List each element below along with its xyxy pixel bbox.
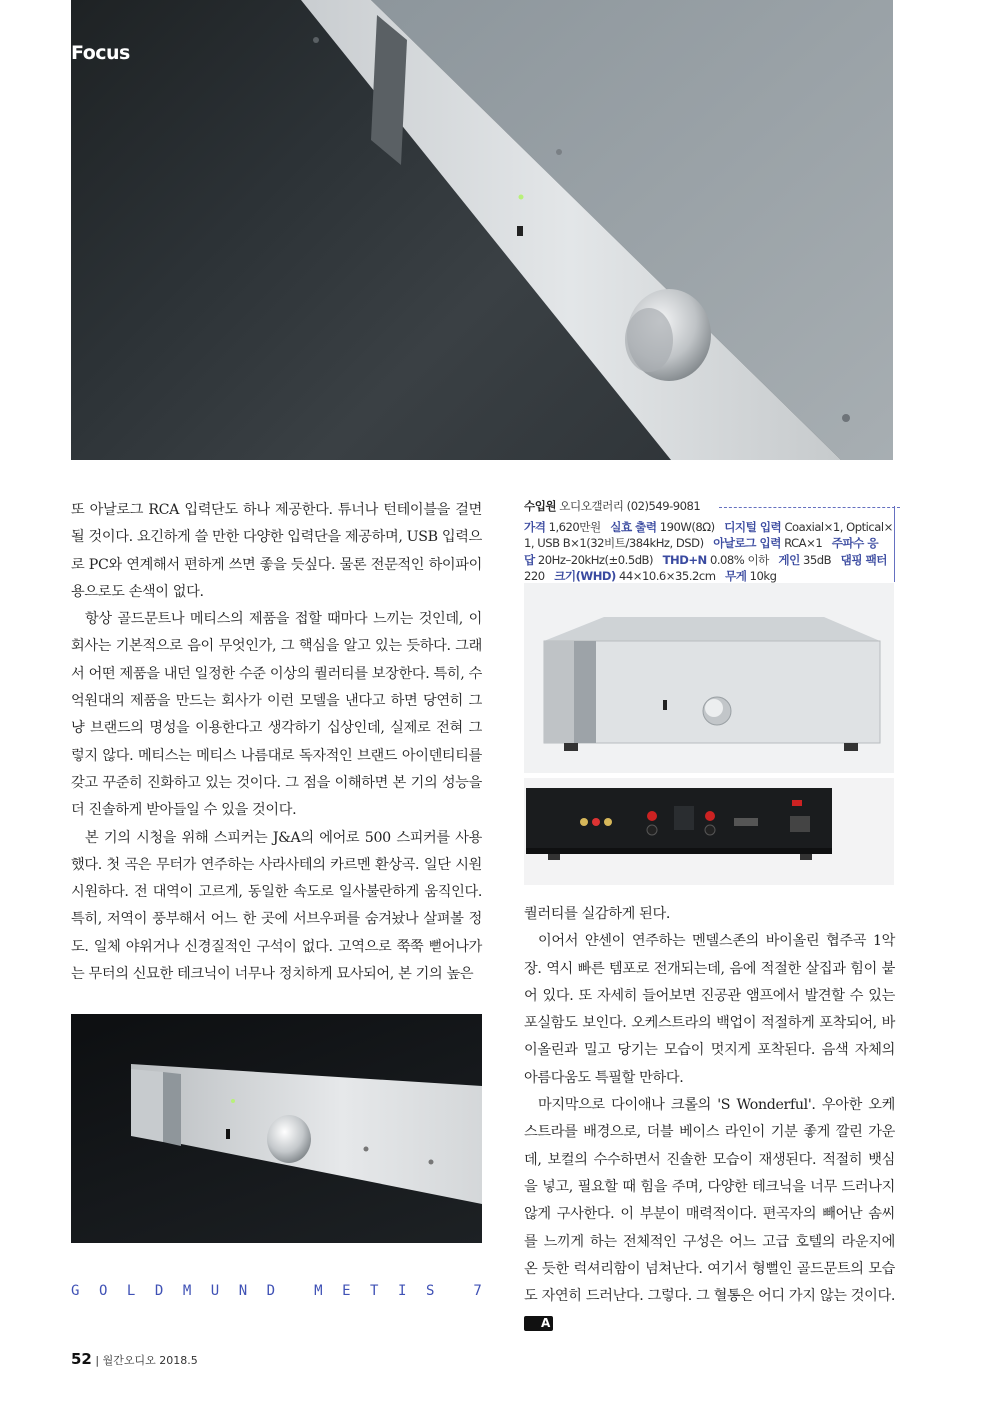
spec-size-value: 44×10.6×35.2cm: [619, 569, 716, 584]
caption-letter: I: [398, 1283, 407, 1299]
publication-name: 월간오디오 2018.5: [102, 1354, 198, 1367]
section-label: Focus: [71, 42, 130, 64]
spec-analog-value: RCA×1: [784, 536, 823, 551]
spec-digital-value-a: Coaxial×1, Optical×: [784, 519, 893, 534]
model-name-caption: [71, 1283, 482, 1299]
spec-weight-key: 무게: [725, 569, 747, 584]
amplifier-closeup-illustration: [71, 0, 893, 460]
spec-freq-key-b: 답: [524, 552, 535, 567]
page-number: 52: [71, 1350, 92, 1368]
caption-letter: U: [210, 1283, 220, 1299]
amplifier-angle-illustration: [71, 1014, 482, 1243]
spec-gain-value: 35dB: [803, 552, 832, 567]
caption-letter: O: [98, 1283, 108, 1299]
spec-analog-key: 아날로그 입력: [713, 536, 781, 551]
caption-letter: D: [154, 1283, 164, 1299]
end-mark-logo: A: [524, 1316, 553, 1331]
spec-thd-value: 0.08% 이하: [709, 552, 769, 567]
caption-letter: N: [238, 1283, 248, 1299]
spec-importer-key: 수입원: [524, 499, 557, 513]
spec-importer-value: 오디오갤러리 (02)549-9081: [559, 499, 701, 513]
amplifier-front-illustration: [524, 583, 894, 773]
paragraph: 본 기의 시청을 위해 스피커는 J&A의 에어로 500 스피커를 사용했다. 첫 곡은 무터가 연주하는 사라사테의 카르멘 환상곡. 일단 시원시원하다. 전 대역이 고르게, 동일한 속도로 일사불란하게 움직인다. 특히, 저역이 풍부해서 어느 한 곳에 서브우퍼를 숨겨놨나 살펴볼 정도. 일체 야위거나 신경질적인 구석이 없다. 고역으로 쭉쭉 뻗어나가는 무터의 신묘한 테크닉이 너무나 정치하게 묘사되어, 본 기의 높은: [71, 829, 482, 983]
spec-damping-key: 댐핑 팩터: [840, 552, 887, 567]
spec-size-key: 크기(WHD): [554, 569, 616, 584]
spec-freq-key-a: 주파수 응: [831, 536, 879, 551]
caption-letter: T: [370, 1283, 379, 1299]
spec-gain-key: 게인: [778, 552, 800, 567]
spec-digital-value-b: 1, USB B×1(32비트/384kHz, DSD): [524, 536, 704, 551]
spec-price-value: 1,620만원: [548, 519, 601, 534]
article-right-column: [524, 901, 895, 1338]
spec-freq-value: 20Hz–20kHz(±0.5dB): [537, 552, 654, 567]
caption-letter: D: [266, 1283, 276, 1299]
amplifier-front-photo: [524, 583, 894, 773]
caption-letter: E: [342, 1283, 351, 1299]
hero-product-photo: [71, 0, 893, 460]
caption-letter: L: [126, 1283, 136, 1299]
caption-letter: G: [71, 1283, 80, 1299]
caption-letter: M: [182, 1283, 192, 1299]
spec-box: [524, 498, 896, 585]
paragraph: 항상 골드문트나 메티스의 제품을 접할 때마다 느끼는 것인데, 이 회사는 기본적으로 음이 무엇인가, 그 핵심을 알고 있는 듯하다. 그래서 어떤 제품을 내던 일정한 수준 이상의 퀄러티를 보장한다. 특히, 수억원대의 제품을 만드는 회사가 이런 모델을 낸다고 하면 당연히 그냥 브랜드의 명성을 이용한다고 생각하기 십상인데, 실제로 전혀 그렇지 않다. 메티스는 메티스 나름대로 독자적인 브랜드 아이덴티티를 갖고 꾸준히 진화하고 있는 것이다. 그 점을 이해하면 본 기의 성능을 더 진솔하게 받아들일 수 있을 것이다.: [71, 611, 482, 819]
caption-letter: S: [425, 1283, 435, 1299]
spec-digital-key: 디지털 입력: [724, 519, 782, 534]
paragraph: 이어서 얀센이 연주하는 멘델스존의 바이올린 협주곡 1악장. 역시 빠른 템포로 전개되는데, 음에 적절한 살집과 힘이 붙어 있다. 또 자세히 들어보면 진공관 앰프에서 발견할 수 있는 포실함도 보인다. 오케스트라의 백업이 적절하게 포착되어, 바이올린과 밀고 당기는 모습이 멋지게 포착된다. 음색 자체의 아름다움도 특필할 만하다.: [524, 933, 895, 1086]
paragraph: 또 아날로그 RCA 입력단도 하나 제공한다. 튜너나 턴테이블을 걸면 될 것이다. 요긴하게 쓸 만한 다양한 입력단을 제공하며, USB 입력으로 PC와 연계해서 편하게 쓰면 좋을 듯싶다. 물론 전문적인 하이파이 용으로도 손색이 없다.: [71, 502, 482, 600]
paragraph: 퀄러티를 실감하게 된다.: [524, 906, 671, 922]
caption-letter: M: [314, 1283, 323, 1299]
spec-power-key: 실효 출력: [610, 519, 657, 534]
paragraph-text: 마지막으로 다이애나 크롤의 'S Wonderful'. 우아한 오케스트라를 배경으로, 더블 베이스 라인이 기분 좋게 깔린 가운데, 보컬의 수수하면서 진솔한 모습이 재생된다. 적절히 뱃심을 넣고, 필요할 때 힘을 주며, 다양한 테크닉을 너무 드러나지 않게 구사한다. 이 부분이 매력적이다. 편곡자의 빼어난 솜씨를 느끼게 하는 전체적인 구성은 어느 고급 호텔의 라운지에 온 듯한 럭셔리함이 넘쳐난다. 여기서 형뻘인 골드문트의 모습도 자연히 드러난다. 그렇다. 그 혈통은 어디 가지 않는 것이다.: [524, 1097, 895, 1305]
spec-weight-value: 10kg: [749, 569, 777, 584]
footer-divider: |: [95, 1354, 103, 1367]
amplifier-angle-photo: [71, 1014, 482, 1243]
page-footer: [71, 1350, 198, 1368]
spec-price-key: 가격: [524, 519, 546, 534]
caption-letter: 7: [473, 1283, 482, 1299]
paragraph-last: [524, 1092, 895, 1338]
amplifier-rear-panel-illustration: [524, 778, 894, 885]
spec-thd-key: THD+N: [662, 552, 707, 567]
spec-power-value: 190W(8Ω): [659, 519, 715, 534]
amplifier-rear-photo: [524, 778, 894, 885]
spec-box-border: [894, 506, 895, 582]
spec-damping-value: 220: [524, 569, 545, 584]
article-left-column: [71, 497, 482, 988]
